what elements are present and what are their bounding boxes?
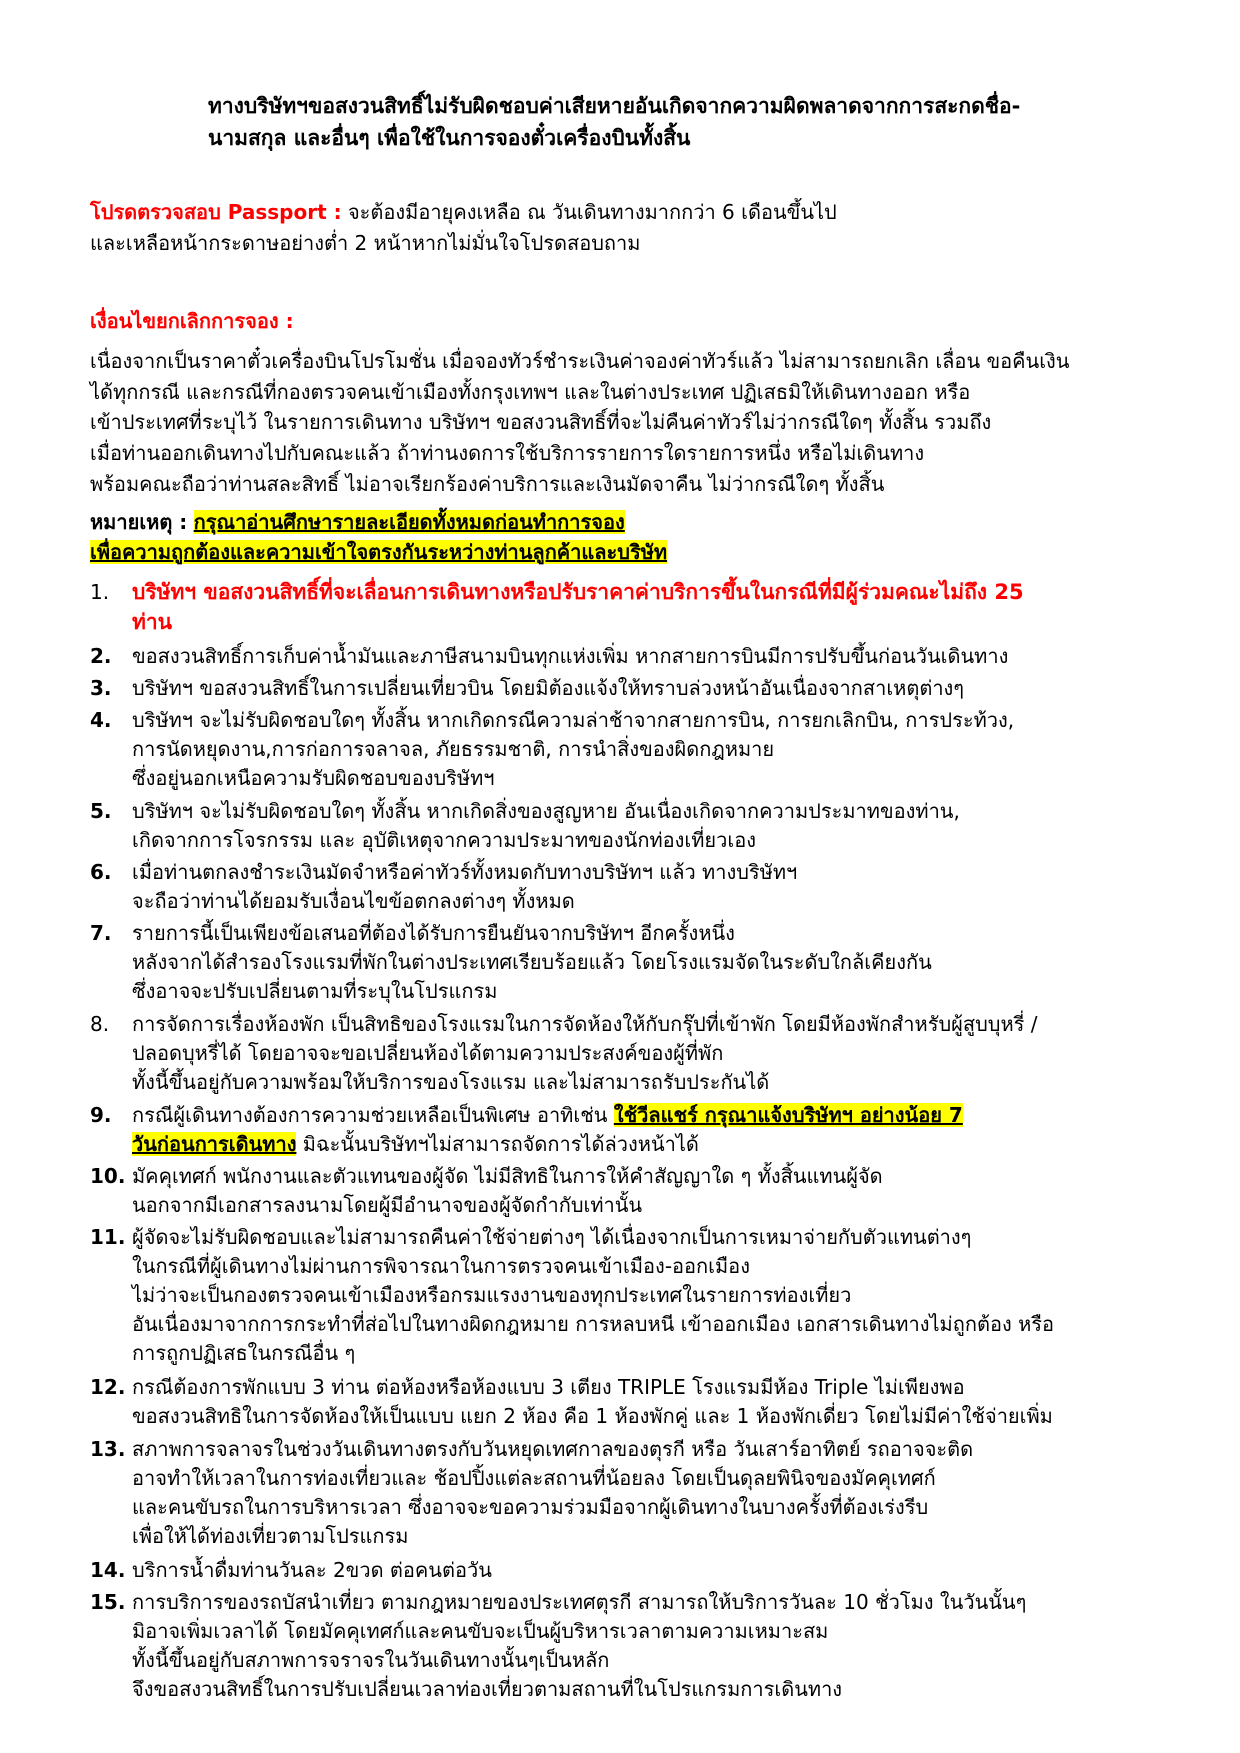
item-text: และคนขับรถในการบริหารเวลา ซึ่งอาจจะขอความร่วมมือจากผู้เดินทางในบางครั้งที่ต้องเร่งรีบ [132, 1495, 929, 1519]
disclaimer-line-1: ทางบริษัทฯขอสงวนสิทธิ์ไม่รับผิดชอบค่าเสียหายอันเกิดจากความผิดพลาดจากการสะกดชื่อ- [208, 94, 1021, 118]
item-text: ซึ่งอยู่นอกเหนือความรับผิดชอบของบริษัทฯ [132, 766, 495, 790]
item-text [132, 1130, 699, 1158]
item-number: 13. [90, 1437, 126, 1461]
item-text: เกิดจากการโจรกรรม และ อุบัติเหตุจากความประมาทของนักท่องเที่ยวเอง [132, 828, 756, 852]
item-number: 10. [90, 1164, 126, 1188]
item-text: จึงขอสงวนสิทธิ์ในการปรับเปลี่ยนเวลาท่องเที่ยวตามสถานที่ในโปรแกรมการเดินทาง [132, 1677, 843, 1701]
remark-highlight-2: เพื่อความถูกต้องและความเข้าใจตรงกันระหว่างท่านลูกค้าและบริษัท [90, 540, 668, 564]
item-text: สภาพการจลาจรในช่วงวันเดินทางตรงกับวันหยุดเทศกาลของตุรกี หรือ วันเสาร์อาทิตย์ รถอาจจะติด [132, 1437, 974, 1461]
passport-notice [90, 198, 837, 226]
item-number: 2. [90, 644, 112, 668]
item-text: การถูกปฏิเสธในกรณีอื่น ๆ [132, 1341, 356, 1365]
item-text: การจัดการเรื่องห้องพัก เป็นสิทธิของโรงแรมในการจัดห้องให้กับกรุ๊ปที่เข้าพัก โดยมีห้องพักสำหรับผู้สูบบุหรี่ / [132, 1012, 1038, 1036]
item-text: การบริการของรถบัสนำเที่ยว ตามกฎหมายของประเทศตุรกี สามารถให้บริการวันละ 10 ชั่วโมง ในวันนั้นๆ [132, 1590, 1027, 1614]
cancel-line: เมื่อท่านออกเดินทางไปกับคณะแล้ว ถ้าท่านงดการใช้บริการรายการใดรายการหนึ่ง หรือไม่เดินทาง [90, 441, 925, 465]
item-9-highlight: ใช้วีลแชร์ กรุณาแจ้งบริษัทฯ อย่างน้อย 7 [613, 1103, 963, 1127]
item-text [132, 1101, 963, 1129]
item-text: ไม่ว่าจะเป็นกองตรวจคนเข้าเมืองหรือกรมแรงงานของทุกประเทศในรายการท่องเที่ยว [132, 1283, 852, 1307]
disclaimer-line-2: นามสกุล และอื่นๆ เพื่อใช้ในการจองตั๋วเครื่องบินทั้งสิ้น [208, 126, 691, 150]
item-text: บริการน้ำดื่มท่านวันละ 2ขวด ต่อคนต่อวัน [132, 1558, 492, 1582]
item-9-text-b: มิฉะนั้นบริษัทฯไม่สามารถจัดการได้ล่วงหน้าได้ [296, 1132, 699, 1156]
item-9-highlight-2: วันก่อนการเดินทาง [132, 1132, 297, 1156]
item-number: 4. [90, 708, 112, 732]
item-text: อาจทำให้เวลาในการท่องเที่ยวและ ช้อปปิ้งแต่ละสถานที่น้อยลง โดยเป็นดุลยพินิจของมัคคุเทศก์ [132, 1466, 936, 1490]
item-text: ทั้งนี้ขึ้นอยู่กับความพร้อมให้บริการของโรงแรม และไม่สามารถรับประกันได้ [132, 1070, 770, 1094]
cancel-title: เงื่อนไขยกเลิกการจอง : [90, 309, 294, 333]
passport-label: โปรดตรวจสอบ Passport : [90, 200, 342, 224]
item-text: ขอสงวนสิทธิในการจัดห้องให้เป็นแบบ แยก 2 ห้อง คือ 1 ห้องพักคู่ และ 1 ห้องพักเดี่ยว โดยไม่มีค่าใช้จ่ายเพิ่ม [132, 1404, 1053, 1428]
item-text: การนัดหยุดงาน,การก่อการจลาจล, ภัยธรรมชาติ, การนำสิ่งของผิดกฎหมาย [132, 737, 775, 761]
item-text: บริษัทฯ ขอสงวนสิทธิ์ที่จะเลื่อนการเดินทางหรือปรับราคาค่าบริการขึ้นในกรณีที่มีผู้ร่วมคณะไม่ถึง 25 [132, 580, 1024, 604]
item-text: ท่าน [132, 610, 172, 634]
passport-text-1: จะต้องมีอายุคงเหลือ ณ วันเดินทางมากกว่า 6 เดือนขึ้นไป [341, 200, 837, 224]
item-text: ผู้จัดจะไม่รับผิดชอบและไม่สามารถคืนค่าใช้จ่ายต่างๆ ได้เนื่องจากเป็นการเหมาจ่ายกับตัวแทนต่างๆ [132, 1225, 972, 1249]
item-text: นอกจากมีเอกสารลงนามโดยผู้มีอำนาจของผู้จัดกำกับเท่านั้น [132, 1193, 643, 1217]
item-number: 9. [90, 1103, 112, 1127]
item-number: 6. [90, 860, 112, 884]
item-9-text-a: กรณีผู้เดินทางต้องการความช่วยเหลือเป็นพิเศษ อาทิเช่น [132, 1103, 614, 1127]
item-text: ขอสงวนสิทธิ์การเก็บค่าน้ำมันและภาษีสนามบินทุกแห่งเพิ่ม หากสายการบินมีการปรับขึ้นก่อนวันเดินทาง [132, 644, 1009, 668]
cancel-line: ได้ทุกกรณี และกรณีที่กองตรวจคนเข้าเมืองทั้งกรุงเทพฯ และในต่างประเทศ ปฏิเสธมิให้เดินทางออก หรือ [90, 380, 971, 404]
item-number: 7. [90, 921, 112, 945]
item-number: 14. [90, 1558, 126, 1582]
item-text: บริษัทฯ จะไม่รับผิดชอบใดๆ ทั้งสิ้น หากเกิดสิ่งของสูญหาย อันเนื่องเกิดจากความประมาทของท่าน, [132, 799, 960, 823]
item-text: จะถือว่าท่านได้ยอมรับเงื่อนไขข้อตกลงต่างๆ ทั้งหมด [132, 889, 575, 913]
item-number: 1. [90, 580, 110, 604]
item-number: 3. [90, 676, 112, 700]
item-text: มัคคุเทศก์ พนักงานและตัวแทนของผู้จัด ไม่มีสิทธิในการให้คำสัญญาใด ๆ ทั้งสิ้นแทนผู้จัด [132, 1164, 883, 1188]
item-text: หลังจากได้สำรองโรงแรมที่พักในต่างประเทศเรียบร้อยแล้ว โดยโรงแรมจัดในระดับใกล้เคียงกัน [132, 950, 932, 974]
item-text: ในกรณีที่ผู้เดินทางไม่ผ่านการพิจารณาในการตรวจคนเข้าเมือง-ออกเมือง [132, 1254, 750, 1278]
item-text: บริษัทฯ ขอสงวนสิทธิ์ในการเปลี่ยนเที่ยวบิน โดยมิต้องแจ้งให้ทราบล่วงหน้าอันเนื่องจากสาเหตุต่างๆ [132, 676, 965, 700]
item-number: 12. [90, 1375, 126, 1399]
item-number: 11. [90, 1225, 126, 1249]
item-text: รายการนี้เป็นเพียงข้อเสนอที่ต้องได้รับการยืนยันจากบริษัทฯ อีกครั้งหนึ่ง [132, 921, 735, 945]
remark-highlight-1: กรุณาอ่านศึกษารายละเอียดทั้งหมดก่อนทำการจอง [193, 510, 625, 534]
item-text: บริษัทฯ จะไม่รับผิดชอบใดๆ ทั้งสิ้น หากเกิดกรณีความล่าช้าจากสายการบิน, การยกเลิกบิน, การประท้วง, [132, 708, 1015, 732]
item-number: 8. [90, 1012, 110, 1036]
item-text: อันเนื่องมาจากการกระทำที่ส่อไปในทางผิดกฎหมาย การหลบหนี เข้าออกเมือง เอกสารเดินทางไม่ถูกต้อง หรือ [132, 1312, 1055, 1336]
item-text: กรณีต้องการพักแบบ 3 ท่าน ต่อห้องหรือห้องแบบ 3 เตียง TRIPLE โรงแรมมีห้อง Triple ไม่เพียงพอ [132, 1375, 965, 1399]
remark-label: หมายเหตุ : [90, 510, 188, 534]
item-text: เพื่อให้ได้ท่องเที่ยวตามโปรแกรม [132, 1524, 409, 1548]
passport-text-2: และเหลือหน้ากระดาษอย่างต่ำ 2 หน้าหากไม่มั่นใจโปรดสอบถาม [90, 231, 641, 255]
item-text: เมื่อท่านตกลงชำระเงินมัดจำหรือค่าทัวร์ทั้งหมดกับทางบริษัทฯ แล้ว ทางบริษัทฯ [132, 860, 798, 884]
remark-line-1 [90, 508, 625, 536]
item-text: ซึ่งอาจจะปรับเปลี่ยนตามที่ระบุในโปรแกรม [132, 979, 498, 1003]
item-text: ปลอดบุหรี่ได้ โดยอาจจะขอเปลี่ยนห้องได้ตามความประสงค์ของผู้ที่พัก [132, 1041, 724, 1065]
cancel-line: พร้อมคณะถือว่าท่านสละสิทธิ์ ไม่อาจเรียกร้องค่าบริการและเงินมัดจาคืน ไม่ว่ากรณีใดๆ ทั้งสิ้น [90, 472, 885, 496]
cancel-line: เนื่องจากเป็นราคาตั๋วเครื่องบินโปรโมชั่น เมื่อจองทัวร์ชำระเงินค่าจองค่าทัวร์แล้ว ไม่สามารถยกเลิก เลื่อน ขอคืนเงิน [90, 349, 1070, 373]
item-text: ทั้งนี้ขึ้นอยู่กับสภาพการจราจรในวันเดินทางนั้นๆเป็นหลัก [132, 1648, 610, 1672]
item-number: 5. [90, 799, 112, 823]
remark-line-2 [90, 538, 667, 566]
cancel-line: เข้าประเทศที่ระบุไว้ ในรายการเดินทาง บริษัทฯ ขอสงวนสิทธิ์ที่จะไม่คืนค่าทัวร์ไม่ว่ากรณีใดๆ ทั้งสิ้น รวมถึง [90, 410, 992, 434]
item-text: มิอาจเพิ่มเวลาได้ โดยมัคคุเทศก์และคนขับจะเป็นผู้บริหารเวลาตามความเหมาะสม [132, 1619, 829, 1643]
item-number: 15. [90, 1590, 126, 1614]
